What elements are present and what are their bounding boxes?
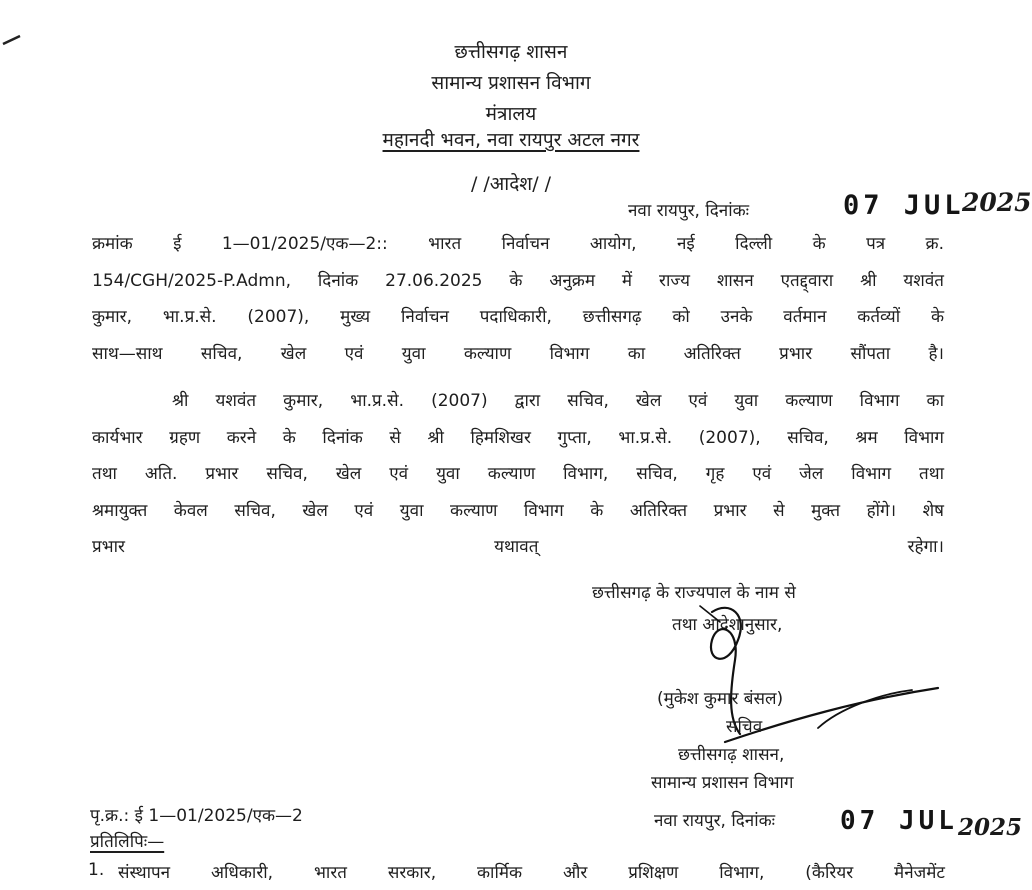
para2-line: श्री यशवंत कुमार, भा.प्र.से. (2007) द्वारा सचिव, खेल एवं युवा कल्याण विभाग का bbox=[172, 391, 944, 411]
para2-line: कार्यभार ग्रहण करने के दिनांक से श्री हिमशिखर गुप्ता, भा.प्र.से. (2007), सचिव, श्रम विभाग bbox=[92, 427, 944, 448]
header-address: महानदी भवन, नवा रायपुर अटल नगर bbox=[382, 129, 640, 151]
signature-govt: छत्तीसगढ़ शासन, bbox=[678, 745, 785, 765]
para2-line: तथा अति. प्रभार सचिव, खेल एवं युवा कल्याण विभाग, सचिव, गृह एवं जेल विभाग तथा bbox=[92, 464, 944, 484]
endorsement-reference: पृ.क्र.: ई 1—01/2025/एक—2 bbox=[90, 806, 303, 826]
para1-line: कुमार, भा.प्र.से. (2007), मुख्य निर्वाचन पदाधिकारी, छत्तीसगढ़ को उनके वर्तमान कर्तव्यों के bbox=[92, 307, 944, 327]
para2-line: श्रमायुक्त केवल सचिव, खेल एवं युवा कल्याण विभाग के अतिरिक्त प्रभार से मुक्त होंगे। शेष bbox=[92, 500, 944, 521]
date-year-handwritten: 2025 bbox=[962, 188, 1032, 217]
para1-line: साथ—साथ सचिव, खेल एवं युवा कल्याण विभाग का अतिरिक्त प्रभार सौंपता है। bbox=[92, 343, 944, 364]
para1-line: क्रमांक ई 1—01/2025/एक—2:: भारत निर्वाचन आयोग, नई दिल्ली के पत्र क्र. bbox=[92, 234, 944, 254]
para1-line: 154/CGH/2025-P.Admn, दिनांक 27.06.2025 के अनुक्रम में राज्य शासन एतद्द्वारा श्री यशवंत bbox=[92, 270, 944, 291]
signature-order-line: तथा आदेशानुसार, bbox=[672, 615, 783, 635]
signature-department: सामान्य प्रशासन विभाग bbox=[651, 773, 794, 793]
signatory-designation: सचिव bbox=[726, 717, 763, 737]
copy-item-text: संस्थापन अधिकारी, भारत सरकार, कार्मिक और प्रशिक्षण विभाग, (कैरियर मैनेजमेंट bbox=[118, 863, 945, 883]
signature-authority-line: छत्तीसगढ़ के राज्यपाल के नाम से bbox=[592, 583, 796, 603]
signatory-name: (मुकेश कुमार बंसल) bbox=[657, 689, 784, 709]
copy-heading: प्रतिलिपिः— bbox=[90, 832, 165, 852]
order-title: / /आदेश/ / bbox=[470, 173, 552, 195]
para2-line: प्रभार यथावत् रहेगा। bbox=[92, 537, 944, 557]
date-stamp: 07 JUL bbox=[843, 190, 965, 221]
date-label: नवा रायपुर, दिनांकः bbox=[628, 201, 750, 221]
header-ministry: मंत्रालय bbox=[485, 103, 537, 125]
header-state-govt: छत्तीसगढ़ शासन bbox=[454, 41, 568, 63]
signature-date-label: नवा रायपुर, दिनांकः bbox=[654, 811, 776, 831]
signature-year-handwritten: 2025 bbox=[958, 814, 1023, 841]
signature-date-stamp: 07 JUL bbox=[840, 806, 958, 836]
header-department: सामान्य प्रशासन विभाग bbox=[431, 72, 591, 94]
copy-item-number: 1. bbox=[88, 860, 105, 880]
copy-list-item bbox=[88, 860, 945, 883]
